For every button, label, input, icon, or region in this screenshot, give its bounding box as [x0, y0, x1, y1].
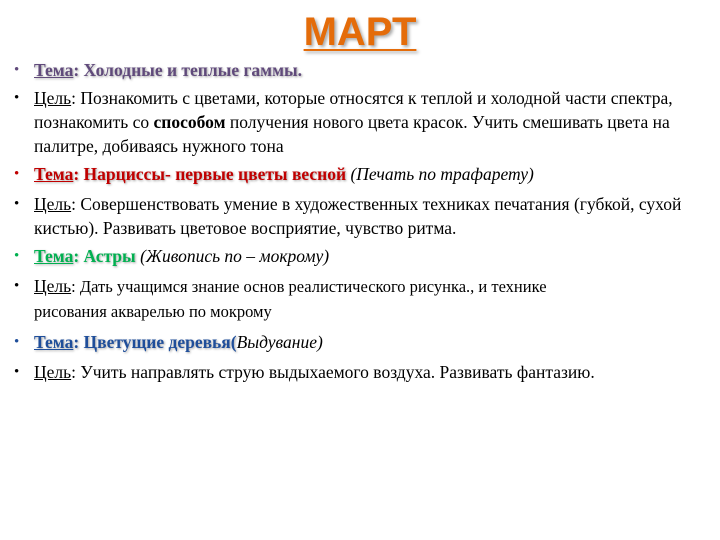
goal-bold-word: способом — [153, 112, 226, 132]
bullet-icon: • — [14, 278, 20, 294]
topic-technique: Выдувание) — [236, 332, 323, 352]
topic-technique: (Живопись по – мокрому) — [135, 246, 330, 266]
topic-technique: (Печать по трафарету) — [346, 164, 534, 184]
list-item-goal-1 — [14, 86, 714, 158]
topic-name: : Астры — [73, 246, 136, 266]
list-item-goal-3 — [14, 274, 714, 324]
bullet-icon: • — [14, 248, 20, 264]
goal-label: Цель — [34, 276, 72, 296]
list-item-topic-3 — [14, 244, 714, 268]
list-item-topic-2 — [14, 162, 714, 186]
topic-name: : Нарциссы- первые цветы весной — [73, 164, 347, 184]
goal-text: : Учить направлять струю выдыхаемого воздуха. Развивать фантазию. — [71, 362, 595, 382]
goal-text: : Познакомить с цветами, которые относятся к теплой и холодной части спектра, познакомить со — [34, 88, 673, 132]
bullet-icon: • — [14, 364, 20, 380]
goal-label: Цель — [34, 194, 72, 214]
bullet-icon: • — [14, 62, 20, 78]
topic-label: Тема — [34, 246, 74, 266]
goal-text: : Совершенствовать умение в художественных техниках печатания (губкой, сухой кистью). Развивать цветовое восприятие, чувство ритма. — [34, 194, 682, 238]
slide-title: МАРТ — [303, 10, 417, 54]
goal-label: Цель — [34, 88, 72, 108]
bullet-icon: • — [14, 166, 20, 182]
list-item-topic-1 — [14, 58, 714, 82]
bullet-icon: • — [14, 334, 20, 350]
goal-text: : Дать учащимся знание основ реалистического рисунка., и технике — [71, 277, 547, 296]
list-item-goal-2 — [14, 192, 714, 240]
bullet-icon: • — [14, 196, 20, 212]
list-item-topic-4 — [14, 330, 714, 354]
topic-name: : Цветущие деревья( — [73, 332, 237, 352]
bullet-list — [14, 58, 714, 384]
list-item-goal-4 — [14, 360, 714, 384]
topic-label: Тема — [34, 164, 74, 184]
goal-text-continued: получения нового цвета красок. Учить смешивать цвета на палитре, добиваясь нужного тона — [34, 112, 670, 156]
bullet-icon: • — [14, 90, 20, 106]
topic-name: Холодные и теплые гаммы. — [79, 60, 303, 80]
goal-label: Цель — [34, 362, 72, 382]
topic-label: Тема — [34, 60, 74, 80]
topic-colon: : — [73, 60, 80, 80]
topic-label: Тема — [34, 332, 74, 352]
goal-text-continued: рисования акварелью по мокрому — [34, 302, 272, 321]
